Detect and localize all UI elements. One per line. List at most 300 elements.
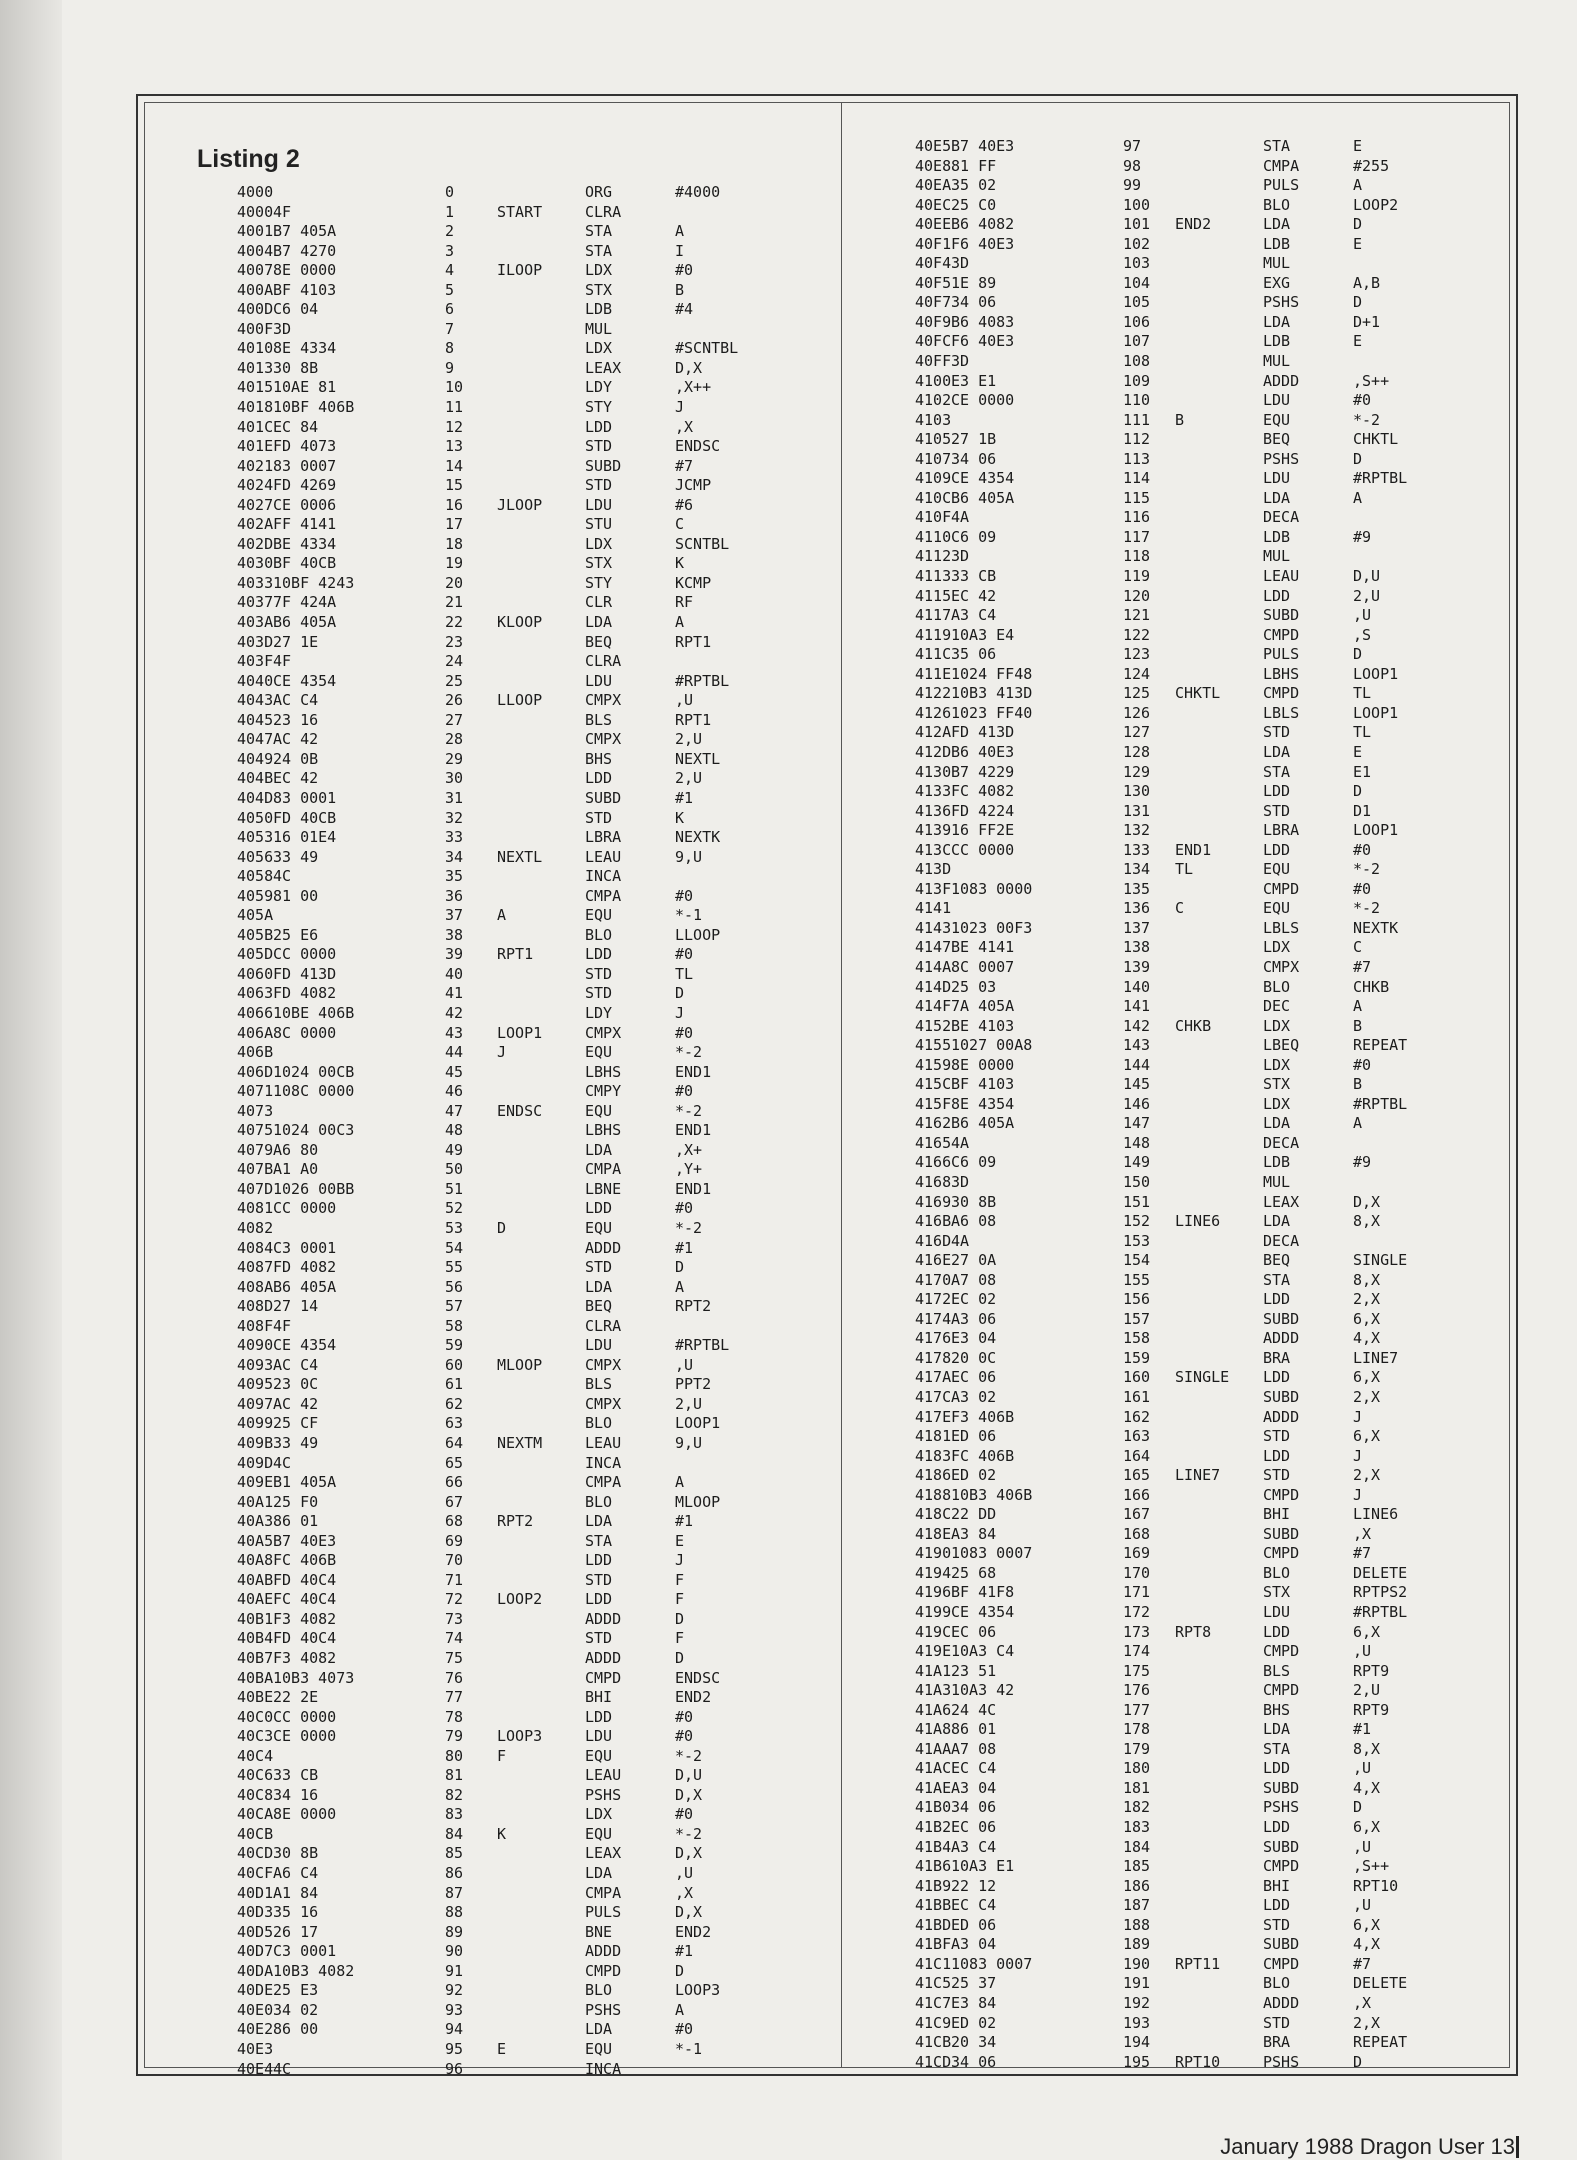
- code-label: CHKTL: [1175, 684, 1221, 703]
- code-op: LDU: [1263, 391, 1291, 410]
- code-op: LDA: [1263, 488, 1291, 507]
- code-line: 169: [1123, 1544, 1151, 1563]
- code-code: 4A: [951, 1231, 970, 1250]
- code-line: 24: [445, 652, 464, 671]
- code-op: ADDD: [585, 1942, 622, 1961]
- code-line: 48: [445, 1121, 464, 1140]
- code-label: TL: [1175, 860, 1194, 879]
- code-line: 129: [1123, 762, 1151, 781]
- code-line: 143: [1123, 1036, 1151, 1055]
- code-code: 86 01: [951, 1720, 997, 1739]
- code-line: 194: [1123, 2033, 1151, 2052]
- code-op: LDD: [585, 1590, 613, 1609]
- code-arg: D: [1353, 782, 1363, 801]
- code-code: 1027 00A8: [951, 1036, 1033, 1055]
- code-op: CMPA: [1263, 156, 1300, 175]
- code-addr: 40F1: [915, 234, 952, 253]
- code-arg: #0: [675, 1199, 694, 1218]
- code-addr: 4015: [237, 378, 274, 397]
- code-addr: 40F7: [915, 293, 952, 312]
- code-addr: 4194: [915, 1563, 952, 1582]
- code-op: STD: [1263, 1427, 1291, 1446]
- code-arg: ,S++: [1353, 371, 1390, 390]
- page-edge-shadow: [0, 0, 62, 2160]
- code-arg: ,U: [675, 1355, 694, 1374]
- code-arg: 4,X: [1353, 1935, 1381, 1954]
- code-op: SUBD: [1263, 606, 1300, 625]
- code-arg: ,X: [1353, 1524, 1372, 1543]
- code-line: 82: [445, 1785, 464, 1804]
- code-line: 144: [1123, 1055, 1151, 1074]
- code-addr: 40A8: [237, 1551, 274, 1570]
- code-line: 73: [445, 1609, 464, 1628]
- code-line: 110: [1123, 391, 1151, 410]
- code-arg: TL: [1353, 723, 1372, 742]
- code-arg: *-2: [675, 1043, 703, 1062]
- code-arg: LINE7: [1353, 1348, 1399, 1367]
- code-code: A3 06: [951, 1309, 997, 1328]
- code-op: EQU: [1263, 899, 1291, 918]
- code-label: KLOOP: [497, 613, 543, 632]
- code-addr: 419C: [915, 1622, 952, 1641]
- code-arg: #7: [1353, 1544, 1372, 1563]
- code-code: 33 CB: [951, 567, 997, 586]
- code-line: 111: [1123, 410, 1151, 429]
- code-addr: 419E: [915, 1642, 952, 1661]
- code-arg: NEXTL: [675, 749, 721, 768]
- code-line: 173: [1123, 1622, 1151, 1641]
- code-addr: 41A8: [915, 1720, 952, 1739]
- code-addr: 409B: [237, 1434, 274, 1452]
- code-arg: D: [675, 1649, 685, 1668]
- code-addr: 40A1: [237, 1492, 274, 1511]
- code-addr: 4093: [237, 1355, 274, 1374]
- code-line: 50: [445, 1160, 464, 1179]
- code-addr: 40F4: [915, 254, 952, 273]
- code-addr: 4103: [915, 410, 952, 429]
- code-code: 8E 4334: [273, 339, 337, 358]
- code-line: 0: [445, 183, 455, 201]
- code-line: 33: [445, 828, 464, 847]
- code-code: F6 40E3: [951, 332, 1015, 351]
- code-op: BLO: [585, 1981, 613, 2000]
- code-arg: #4: [675, 300, 694, 319]
- code-code: CE 4354: [951, 1603, 1015, 1622]
- code-op: CLRA: [585, 652, 622, 671]
- code-arg: 2,U: [1353, 586, 1381, 605]
- code-arg: RPT1: [675, 710, 712, 729]
- code-addr: 4024: [237, 476, 274, 495]
- code-op: PULS: [1263, 176, 1300, 195]
- code-addr: 407B: [237, 1160, 274, 1179]
- code-arg: #1: [675, 788, 694, 807]
- code-addr: 4049: [237, 749, 274, 768]
- code-addr: 4027: [237, 495, 274, 514]
- code-line: 76: [445, 1668, 464, 1687]
- code-line: 80: [445, 1746, 464, 1765]
- code-code: C6 09: [951, 1153, 997, 1172]
- code-code: BE 4103: [951, 1016, 1015, 1035]
- code-line: 142: [1123, 1016, 1151, 1035]
- code-line: 183: [1123, 1818, 1151, 1837]
- code-arg: F: [675, 1629, 685, 1648]
- code-op: MUL: [1263, 254, 1291, 273]
- code-line: 30: [445, 769, 464, 788]
- code-op: LDX: [585, 1805, 613, 1824]
- code-addr: 40A5: [237, 1531, 274, 1550]
- code-arg: #RPTBL: [1353, 1603, 1408, 1622]
- code-op: STA: [1263, 1270, 1291, 1289]
- code-line: 75: [445, 1649, 464, 1668]
- code-line: 152: [1123, 1212, 1151, 1231]
- code-line: 139: [1123, 957, 1151, 976]
- code-label: JLOOP: [497, 495, 543, 514]
- code-addr: 4082: [237, 1218, 274, 1237]
- code-line: 19: [445, 554, 464, 573]
- code-code: 1E 89: [951, 273, 997, 292]
- code-code: EC 06: [951, 1818, 997, 1837]
- code-code: BE 4334: [273, 534, 337, 553]
- code-label: LOOP3: [497, 1727, 543, 1746]
- code-code: EC C4: [951, 1896, 997, 1915]
- code-op: CMPD: [1263, 1485, 1300, 1504]
- code-op: CMPD: [1263, 1857, 1300, 1876]
- code-op: CMPD: [1263, 1681, 1300, 1700]
- code-op: LDD: [585, 1551, 613, 1570]
- code-addr: 4063: [237, 984, 274, 1003]
- code-line: 184: [1123, 1837, 1151, 1856]
- code-arg: B: [1353, 1016, 1363, 1035]
- code-line: 137: [1123, 918, 1151, 937]
- code-arg: DELETE: [1353, 1563, 1408, 1582]
- code-code: FC 4082: [951, 782, 1015, 801]
- code-op: STD: [585, 1570, 613, 1589]
- code-line: 58: [445, 1316, 464, 1335]
- code-op: PSHS: [1263, 1798, 1300, 1817]
- code-arg: A: [1353, 997, 1363, 1016]
- code-line: 148: [1123, 1133, 1151, 1152]
- code-addr: 41C7: [915, 1993, 952, 2012]
- code-code: BF 40CB: [273, 554, 337, 573]
- code-code: FC 406B: [951, 1446, 1015, 1465]
- code-line: 186: [1123, 1876, 1151, 1895]
- code-arg: #0: [675, 1727, 694, 1746]
- code-line: 34: [445, 847, 464, 866]
- code-code: 33 49: [273, 1434, 319, 1452]
- code-line: 177: [1123, 1700, 1151, 1719]
- code-addr: 4007: [237, 261, 274, 280]
- code-line: 56: [445, 1277, 464, 1296]
- code-line: 146: [1123, 1094, 1151, 1113]
- code-arg: D,X: [675, 1844, 703, 1863]
- code-code: 30 8B: [273, 1844, 319, 1863]
- code-addr: 4183: [915, 1446, 952, 1465]
- code-addr: 416B: [915, 1212, 952, 1231]
- code-line: 35: [445, 867, 464, 886]
- code-op: BHS: [585, 749, 613, 768]
- code-line: 5: [445, 280, 455, 299]
- code-line: 70: [445, 1551, 464, 1570]
- code-op: LDA: [585, 1140, 613, 1159]
- code-addr: 40D5: [237, 1922, 274, 1941]
- code-op: CMPA: [585, 1473, 622, 1492]
- code-code: AC 42: [273, 730, 319, 749]
- code-arg: F: [675, 1570, 685, 1589]
- code-line: 86: [445, 1864, 464, 1883]
- code-addr: 41AA: [915, 1739, 952, 1758]
- code-code: 27 1E: [273, 632, 319, 651]
- code-arg: E: [1353, 137, 1363, 155]
- code-line: 96: [445, 2059, 464, 2078]
- code-code: 10A3 C4: [951, 1642, 1015, 1661]
- code-addr: 4117: [915, 606, 952, 625]
- code-line: 116: [1123, 508, 1151, 527]
- code-op: INCA: [585, 1453, 622, 1472]
- page-footer: January 1988 Dragon User 13: [1220, 2134, 1515, 2159]
- code-arg: #SCNTBL: [675, 339, 739, 358]
- code-op: LDA: [1263, 1212, 1291, 1231]
- code-code: 81 00: [273, 886, 319, 905]
- code-addr: 4090: [237, 1336, 274, 1355]
- code-line: 18: [445, 534, 464, 553]
- code-arg: D: [1353, 645, 1363, 664]
- code-code: A3 C4: [951, 606, 997, 625]
- code-label: RPT1: [497, 945, 534, 964]
- code-addr: 408D: [237, 1297, 274, 1316]
- code-arg: A: [1353, 1114, 1363, 1133]
- code-op: CMPX: [1263, 957, 1300, 976]
- code-arg: DELETE: [1353, 1974, 1408, 1993]
- code-addr: 4178: [915, 1348, 952, 1367]
- code-arg: E: [1353, 332, 1363, 351]
- code-addr: 4000: [237, 183, 274, 201]
- code-line: 149: [1123, 1153, 1151, 1172]
- code-line: 195: [1123, 2052, 1151, 2071]
- code-arg: E: [675, 1531, 685, 1550]
- code-addr: 4059: [237, 886, 274, 905]
- code-op: STD: [1263, 1915, 1291, 1934]
- code-op: DECA: [1263, 508, 1300, 527]
- code-arg: *-2: [1353, 410, 1381, 429]
- code-label: RPT10: [1175, 2052, 1221, 2071]
- code-line: 8: [445, 339, 455, 358]
- code-op: LDX: [585, 534, 613, 553]
- code-arg: RPT10: [1353, 1876, 1399, 1895]
- code-addr: 40E2: [237, 2020, 274, 2039]
- code-op: ADDD: [1263, 1329, 1300, 1348]
- code-code: AC C4: [273, 1355, 319, 1374]
- code-line: 125: [1123, 684, 1151, 703]
- code-code: A6 C4: [273, 1864, 319, 1883]
- code-op: LDA: [585, 613, 613, 632]
- code-code: 35 16: [273, 1903, 319, 1922]
- code-addr: 4159: [915, 1055, 952, 1074]
- code-op: PSHS: [1263, 2052, 1300, 2071]
- code-code: 8C 0000: [273, 1023, 337, 1042]
- code-addr: 4110: [915, 527, 952, 546]
- code-op: LEAU: [585, 1766, 622, 1785]
- code-addr: 4081: [237, 1199, 274, 1218]
- code-line: 38: [445, 925, 464, 944]
- code-addr: 4174: [915, 1309, 952, 1328]
- code-label: B: [1175, 410, 1185, 429]
- code-arg: *-2: [1353, 899, 1381, 918]
- code-code: B6 4083: [951, 312, 1015, 331]
- code-code: 86 00: [273, 2020, 319, 2039]
- code-arg: RPT9: [1353, 1661, 1390, 1680]
- code-arg: LOOP1: [675, 1414, 721, 1433]
- code-arg: REPEAT: [1353, 1036, 1408, 1055]
- code-op: BEQ: [1263, 430, 1291, 449]
- code-op: STX: [585, 554, 613, 573]
- code-line: 174: [1123, 1642, 1151, 1661]
- code-line: 79: [445, 1727, 464, 1746]
- code-arg: #1: [1353, 1720, 1372, 1739]
- code-op: BLO: [1263, 195, 1291, 214]
- code-addr: 41AE: [915, 1778, 952, 1797]
- code-code: 1083 0007: [951, 1954, 1033, 1973]
- code-addr: 412A: [915, 723, 952, 742]
- code-addr: 417E: [915, 1407, 952, 1426]
- code-arg: #0: [1353, 879, 1372, 898]
- code-addr: 40AB: [237, 1570, 274, 1589]
- code-addr: 40C0: [237, 1707, 274, 1726]
- code-arg: ,U: [1353, 1759, 1372, 1778]
- code-line: 36: [445, 886, 464, 905]
- code-op: LDY: [585, 378, 613, 397]
- code-code: 10A3 E4: [951, 625, 1015, 644]
- code-op: STD: [1263, 723, 1291, 742]
- code-code: 34 06: [951, 293, 997, 312]
- code-arg: C: [675, 515, 685, 534]
- code-op: LDD: [1263, 1759, 1291, 1778]
- code-code: EC 42: [273, 769, 319, 788]
- code-arg: LOOP3: [675, 1981, 721, 2000]
- code-arg: #0: [675, 1023, 694, 1042]
- code-addr: 40BA: [237, 1668, 274, 1687]
- code-line: 101: [1123, 215, 1151, 234]
- code-line: 128: [1123, 742, 1151, 761]
- code-line: 64: [445, 1434, 464, 1452]
- code-line: 69: [445, 1531, 464, 1550]
- code-op: ADDD: [585, 1238, 622, 1257]
- code-code: ED 06: [951, 1427, 997, 1446]
- code-code: BE 4141: [951, 938, 1015, 957]
- code-line: 41: [445, 984, 464, 1003]
- code-line: 150: [1123, 1172, 1151, 1191]
- code-addr: 41CD: [915, 2052, 952, 2071]
- code-arg: MLOOP: [675, 1492, 721, 1511]
- code-addr: 41B6: [915, 1857, 952, 1876]
- code-op: CMPD: [1263, 879, 1300, 898]
- code-arg: D: [675, 984, 685, 1003]
- code-line: 27: [445, 710, 464, 729]
- code-line: 163: [1123, 1427, 1151, 1446]
- code-addr: 41B0: [915, 1798, 952, 1817]
- code-op: STD: [585, 1258, 613, 1277]
- code-label: CHKB: [1175, 1016, 1212, 1035]
- code-line: 185: [1123, 1857, 1151, 1876]
- code-line: 156: [1123, 1290, 1151, 1309]
- code-arg: ,S: [1353, 625, 1372, 644]
- code-arg: ,U: [1353, 1837, 1372, 1856]
- code-line: 171: [1123, 1583, 1151, 1602]
- code-addr: 40B1: [237, 1609, 274, 1628]
- code-op: EQU: [585, 906, 613, 925]
- code-line: 126: [1123, 703, 1151, 722]
- code-line: 85: [445, 1844, 464, 1863]
- code-addr: 41C1: [915, 1954, 952, 1973]
- code-op: LDA: [1263, 215, 1291, 234]
- code-op: BLO: [585, 1492, 613, 1511]
- code-op: PSHS: [585, 2000, 622, 2019]
- code-op: CMPX: [585, 730, 622, 749]
- code-line: 91: [445, 1961, 464, 1980]
- code-addr: 41A1: [915, 1661, 952, 1680]
- code-line: 93: [445, 2000, 464, 2019]
- code-arg: D: [675, 1609, 685, 1628]
- code-op: CMPA: [585, 886, 622, 905]
- code-op: BLO: [1263, 1974, 1291, 1993]
- code-op: ADDD: [585, 1609, 622, 1628]
- code-arg: D: [1353, 1798, 1363, 1817]
- code-addr: 41BF: [915, 1935, 952, 1954]
- code-op: STY: [585, 573, 613, 592]
- code-op: BHI: [1263, 1876, 1291, 1895]
- code-arg: D,X: [675, 358, 703, 377]
- code-addr: 4102: [915, 391, 952, 410]
- code-op: LDU: [585, 495, 613, 514]
- code-addr: 406A: [237, 1023, 274, 1042]
- code-op: CMPD: [585, 1668, 622, 1687]
- code-addr: 403A: [237, 613, 274, 632]
- code-op: CMPD: [1263, 684, 1300, 703]
- code-line: 1: [445, 202, 455, 221]
- code-line: 95: [445, 2039, 464, 2058]
- code-line: 103: [1123, 254, 1151, 273]
- code-code: EC 02: [951, 1290, 997, 1309]
- code-code: 83 0007: [273, 456, 337, 475]
- code-code: C6 04: [273, 300, 319, 319]
- code-line: 78: [445, 1707, 464, 1726]
- code-op: LDD: [1263, 1290, 1291, 1309]
- code-addr: 40C3: [237, 1727, 274, 1746]
- code-arg: END1: [675, 1179, 712, 1198]
- code-arg: CHKTL: [1353, 430, 1399, 449]
- code-arg: ,U: [675, 1864, 694, 1883]
- code-addr: 4084: [237, 1238, 274, 1257]
- code-op: LDD: [1263, 1896, 1291, 1915]
- code-line: 42: [445, 1003, 464, 1022]
- code-arg: #RPTBL: [1353, 1094, 1408, 1113]
- code-addr: 40C6: [237, 1766, 274, 1785]
- code-op: LBLS: [1263, 918, 1300, 937]
- code-op: LBEQ: [1263, 1036, 1300, 1055]
- code-code: 8E 0000: [273, 261, 337, 280]
- code-line: 113: [1123, 449, 1151, 468]
- code-addr: 40EC: [915, 195, 952, 214]
- code-op: ADDD: [585, 1649, 622, 1668]
- code-code: FC 40C4: [273, 1590, 337, 1609]
- code-addr: 4010: [237, 339, 274, 358]
- code-arg: D,X: [1353, 1192, 1381, 1211]
- code-addr: 4099: [237, 1414, 274, 1433]
- code-addr: 40CA: [237, 1805, 274, 1824]
- code-line: 176: [1123, 1681, 1151, 1700]
- code-addr: 4162: [915, 1114, 952, 1133]
- code-addr: 408F: [237, 1316, 274, 1335]
- code-code: 25 E3: [273, 1981, 319, 2000]
